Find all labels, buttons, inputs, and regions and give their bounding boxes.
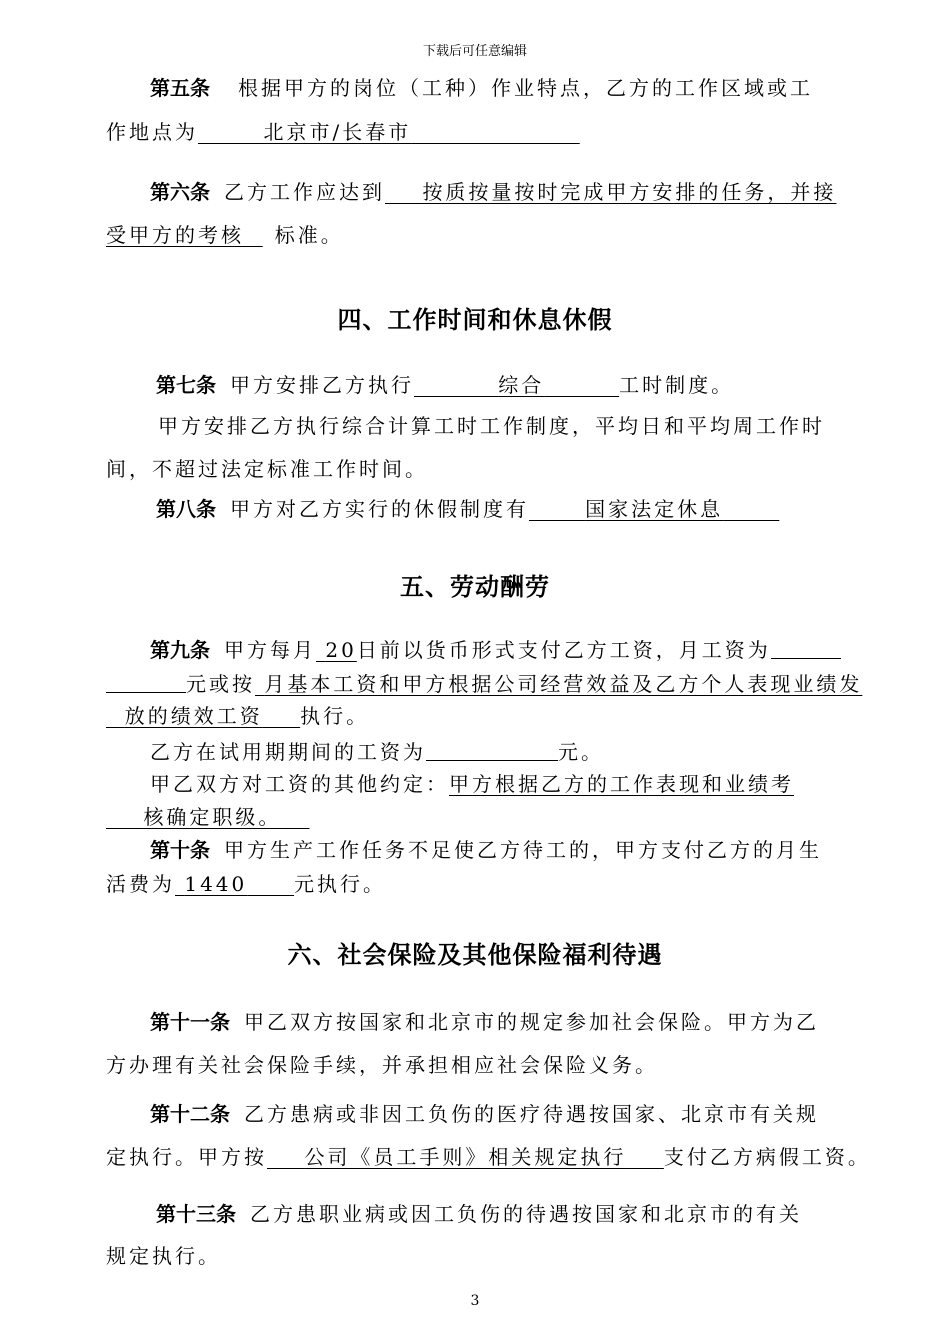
article-12-value: 公司《员工手则》相关规定执行: [304, 1145, 627, 1169]
article-8-value: 国家法定休息: [585, 497, 724, 521]
article-7-para-2: 间，不超过法定标准工作时间。: [106, 457, 428, 481]
article-7-line-1: [156, 375, 734, 395]
article-8-line: [156, 499, 779, 519]
article-13-text-2: 规定执行。: [106, 1244, 221, 1268]
article-13-label: 第十三条: [156, 1202, 236, 1226]
other-agreement-value-2: 核确定职级。: [143, 805, 282, 829]
article-8-text-1: 甲方对乙方实行的休假制度有: [230, 497, 529, 521]
article-10-text-3: 元执行。: [294, 872, 387, 896]
article-9-text-4: 执行。: [300, 704, 370, 728]
page-header: 下载后可任意编辑: [422, 44, 527, 59]
article-9-basis-1: 月基本工资和甲方根据公司经营效益及乙方个人表现业绩发: [264, 672, 863, 696]
article-9-line-3: [106, 706, 369, 726]
salary-blank-cont: [106, 672, 186, 693]
article-9-basis-2: 放的绩效工资: [124, 704, 263, 728]
article-11-text-1: 甲乙双方按国家和北京市的规定参加社会保险。甲方为乙: [244, 1010, 819, 1034]
article-6-text-2: 标准。: [274, 223, 344, 247]
article-6-text-1: 乙方工作应达到: [224, 180, 385, 204]
article-12-text-1: 乙方患病或非因工负伤的医疗待遇按国家、北京市有关规: [244, 1102, 819, 1126]
article-12-line-1: [150, 1104, 819, 1124]
article-5-location: 北京市/长春市: [263, 120, 412, 144]
article-5-line-2: [106, 122, 580, 142]
article-6-standard-1: 按质按量按时完成甲方安排的任务，并接: [422, 180, 837, 204]
article-6-standard-2: 受甲方的考核: [106, 223, 244, 247]
article-13-line-1: [156, 1204, 802, 1224]
article-7-para-1: 甲方安排乙方执行综合计算工时工作制度，平均日和平均周工作时: [158, 414, 825, 438]
section-6-title: 六、社会保险及其他保险福利待遇: [287, 941, 663, 969]
probation-blank: [426, 740, 558, 761]
section-5-title: 五、劳动酬劳: [400, 573, 550, 601]
article-9-text-2: 日前以货币形式支付乙方工资，月工资为: [356, 638, 771, 662]
article-9-label: 第九条: [150, 638, 210, 662]
page-number: 3: [470, 1293, 480, 1309]
article-7-value: 综合: [498, 373, 545, 397]
other-agreement-line-1: [150, 774, 794, 794]
article-5-line-1: [150, 78, 813, 98]
other-agreement-value-1: 甲方根据乙方的工作表现和业绩考: [449, 772, 794, 796]
article-6-line-1: [150, 182, 836, 202]
article-10-text-2: 活费为: [106, 872, 175, 896]
article-5-text-2: 作地点为: [106, 120, 198, 144]
article-6-line-2: [106, 225, 344, 245]
salary-blank: [771, 638, 841, 659]
article-7-text-1: 甲方安排乙方执行: [230, 373, 414, 397]
article-9-text-1: 甲方每月: [224, 638, 316, 662]
article-6-label: 第六条: [150, 180, 210, 204]
article-10-line-1: [150, 840, 822, 860]
probation-unit: 元。: [558, 740, 604, 764]
article-10-line-2: [106, 874, 386, 894]
article-5-text-1: 根据甲方的岗位（工种）作业特点，乙方的工作区域或工: [238, 76, 813, 100]
article-12-label: 第十二条: [150, 1102, 230, 1126]
article-12-text-3: 支付乙方病假工资。: [663, 1145, 871, 1169]
article-9-day: 20: [325, 638, 357, 662]
article-13-text-1: 乙方患职业病或因工负伤的待遇按国家和北京市的有关: [250, 1202, 802, 1226]
article-9-text-3: 元或按: [186, 672, 255, 696]
article-11-line-1: [150, 1012, 819, 1032]
article-12-line-2: [106, 1147, 871, 1167]
section-4-title: 四、工作时间和休息休假: [337, 306, 613, 334]
other-agreement-line-2: [106, 807, 310, 827]
probation-line: [150, 740, 604, 762]
article-7-label: 第七条: [156, 373, 216, 397]
article-11-text-2: 方办理有关社会保险手续，并承担相应社会保险义务。: [106, 1053, 658, 1077]
article-12-text-2: 定执行。甲方按: [106, 1145, 267, 1169]
article-11-label: 第十一条: [150, 1010, 230, 1034]
article-5-label: 第五条: [150, 76, 210, 100]
article-7-text-2: 工时制度。: [619, 373, 735, 397]
article-10-value: 1440: [184, 872, 248, 896]
article-8-label: 第八条: [156, 497, 216, 521]
article-9-line-1: [150, 638, 841, 660]
article-9-line-2: [106, 672, 862, 694]
article-10-label: 第十条: [150, 838, 210, 862]
article-10-text-1: 甲方生产工作任务不足使乙方待工的，甲方支付乙方的月生: [224, 838, 822, 862]
other-agreement-text: 甲乙双方对工资的其他约定：: [150, 772, 449, 796]
probation-text: 乙方在试用期期间的工资为: [150, 740, 426, 764]
